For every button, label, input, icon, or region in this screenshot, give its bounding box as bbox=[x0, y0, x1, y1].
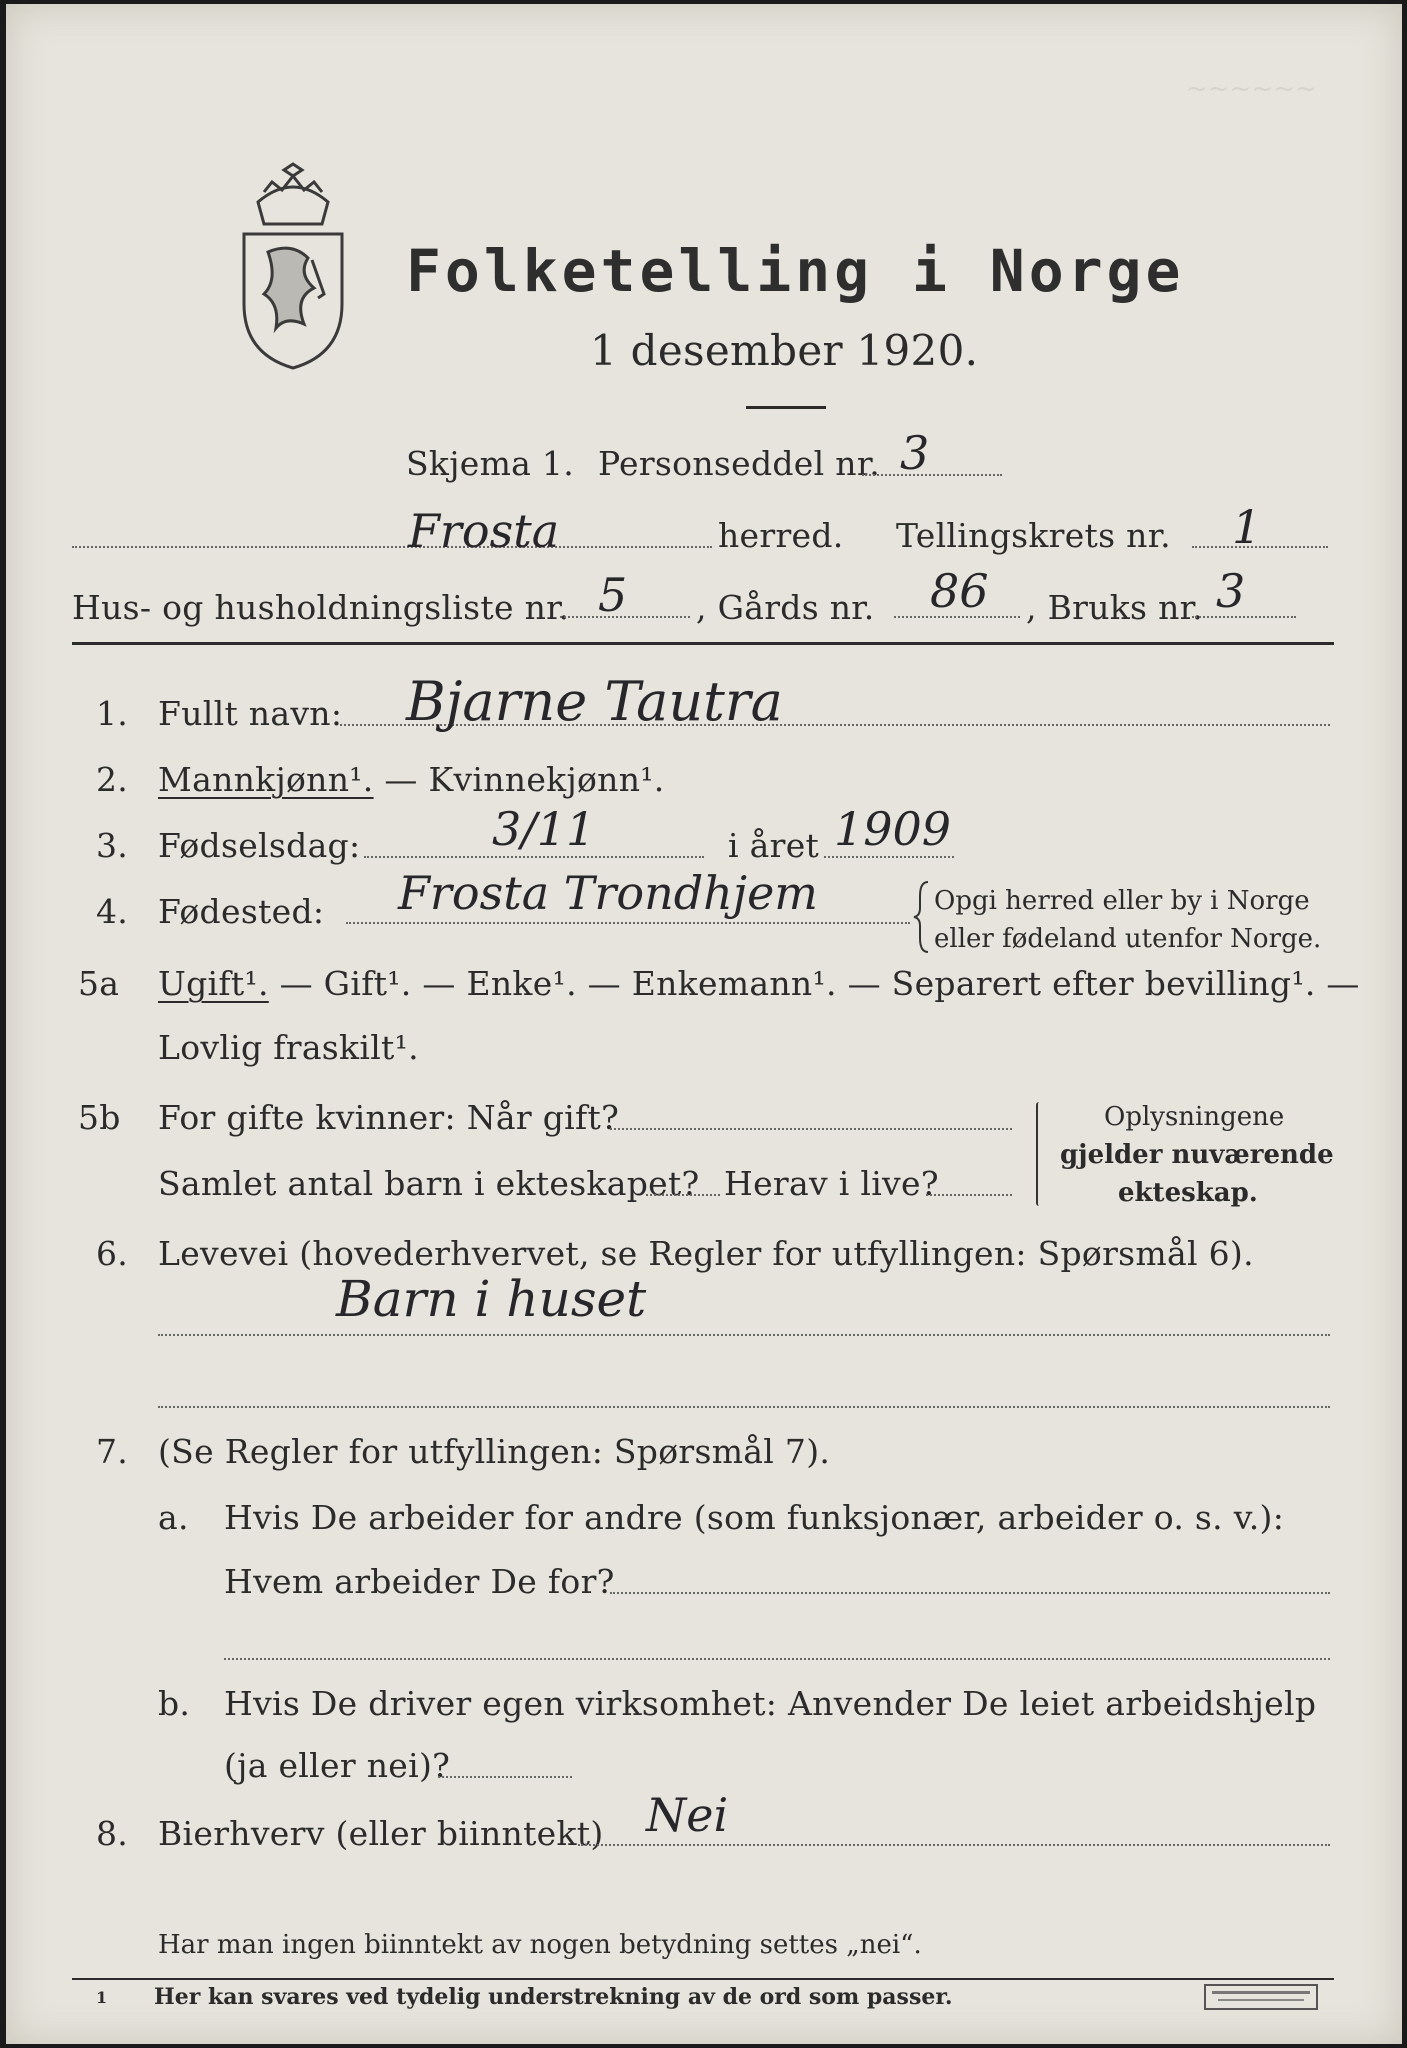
title-divider bbox=[746, 406, 826, 409]
q7b-yes-no-label: (ja eller nei)? bbox=[224, 1746, 451, 1785]
q3-label: Fødselsdag: bbox=[158, 826, 361, 865]
q5b-number: 5b bbox=[78, 1098, 121, 1137]
gards-label: , Gårds nr. bbox=[696, 588, 875, 627]
q5b-children-line bbox=[646, 1194, 720, 1196]
q5b-note-line2: gjelder nuværende bbox=[1060, 1140, 1334, 1170]
q5a-ugift-option: Ugift¹. bbox=[158, 964, 269, 1003]
q5b-alive-line bbox=[926, 1194, 1012, 1196]
q1-number: 1. bbox=[96, 694, 129, 733]
q3-year-label: i året bbox=[728, 826, 820, 865]
q5a-other-options: — Gift¹. — Enke¹. — Enkemann¹. — Separert efter bevilling¹. — bbox=[268, 964, 1360, 1003]
hus-label: Hus- og husholdningsliste nr. bbox=[72, 588, 570, 627]
schema-label: Skjema 1. bbox=[406, 444, 575, 483]
coat-of-arms-icon bbox=[234, 162, 352, 372]
q5b-label: For gifte kvinner: Når gift? bbox=[158, 1098, 620, 1137]
q4-note-line1: Opgi herred eller by i Norge bbox=[934, 886, 1310, 916]
q7b-number: b. bbox=[158, 1684, 191, 1723]
q4-label: Fødested: bbox=[158, 892, 325, 931]
printer-stamp bbox=[1204, 1984, 1318, 2010]
q6-number: 6. bbox=[96, 1234, 129, 1273]
q5b-married-line bbox=[610, 1128, 1012, 1130]
q7a-employer-label: Hvem arbeider De for? bbox=[224, 1562, 615, 1601]
q8-value: Nei bbox=[646, 1788, 729, 1842]
census-form-page bbox=[6, 4, 1402, 2044]
q1-label: Fullt navn: bbox=[158, 694, 343, 733]
personseddel-label: Personseddel nr. bbox=[598, 444, 881, 483]
q3-year-line bbox=[824, 856, 954, 858]
q5a-number: 5a bbox=[78, 964, 120, 1003]
q7a-label: Hvis De arbeider for andre (som funksjonær, arbeider o. s. v.): bbox=[224, 1498, 1285, 1537]
q3-line bbox=[364, 856, 704, 858]
herred-value: Frosta bbox=[408, 504, 560, 558]
personseddel-value: 3 bbox=[900, 426, 930, 480]
tellingskrets-label: Tellingskrets nr. bbox=[896, 516, 1171, 555]
q4-note-line2: eller fødeland utenfor Norge. bbox=[934, 924, 1322, 954]
q1-full-name: Bjarne Tautra bbox=[406, 670, 783, 733]
q2-male-option: Mannkjønn¹. bbox=[158, 760, 374, 799]
footer-note: Har man ingen biinntekt av nogen betydning settes „nei“. bbox=[158, 1930, 922, 1960]
hus-value: 5 bbox=[598, 568, 628, 622]
bleed-through-text: ~~~~~~ bbox=[1186, 74, 1317, 104]
q7a-number: a. bbox=[158, 1498, 189, 1537]
census-date: 1 desember 1920. bbox=[590, 326, 979, 375]
q2-female-option: Kvinnekjønn¹. bbox=[428, 760, 665, 799]
q3-birthday: 3/11 bbox=[492, 802, 596, 856]
herred-line bbox=[72, 546, 712, 548]
q4-note-brace bbox=[912, 880, 932, 954]
q2-gender-line bbox=[158, 760, 665, 799]
herred-label: herred. bbox=[718, 516, 844, 555]
q7-label: (Se Regler for utfyllingen: Spørsmål 7). bbox=[158, 1432, 831, 1471]
q5a-divorced-option: Lovlig fraskilt¹. bbox=[158, 1028, 419, 1067]
q8-line bbox=[578, 1844, 1330, 1846]
q6-line2 bbox=[158, 1406, 1330, 1408]
q7b-label: Hvis De driver egen virksomhet: Anvender De leiet arbeidshjelp bbox=[224, 1684, 1317, 1723]
personseddel-line bbox=[862, 474, 1002, 476]
q4-number: 4. bbox=[96, 892, 129, 931]
q3-number: 3. bbox=[96, 826, 129, 865]
header-divider bbox=[72, 642, 1334, 645]
q2-separator: — bbox=[373, 760, 429, 799]
q7a-employer-line2 bbox=[224, 1658, 1330, 1660]
q4-birthplace: Frosta Trondhjem bbox=[398, 866, 818, 920]
q6-label: Levevei (hovederhvervet, se Regler for utfyllingen: Spørsmål 6). bbox=[158, 1234, 1254, 1273]
q2-number: 2. bbox=[96, 760, 129, 799]
q3-year-value: 1909 bbox=[834, 802, 952, 856]
footnote-mark: 1 bbox=[96, 1988, 108, 2007]
q5b-children-label: Samlet antal barn i ekteskapet? bbox=[158, 1164, 700, 1203]
q6-line1 bbox=[158, 1334, 1330, 1336]
bruks-label: , Bruks nr. bbox=[1026, 588, 1203, 627]
q5b-note-line1: Oplysningene bbox=[1104, 1102, 1285, 1132]
q8-number: 8. bbox=[96, 1814, 129, 1853]
q7b-line bbox=[438, 1776, 572, 1778]
q7-number: 7. bbox=[96, 1432, 129, 1471]
form-title: Folketelling i Norge bbox=[406, 237, 1185, 305]
q8-label: Bierhverv (eller biinntekt) bbox=[158, 1814, 604, 1853]
q4-line bbox=[346, 922, 910, 924]
q6-occupation: Barn i huset bbox=[336, 1270, 647, 1328]
tellingskrets-value: 1 bbox=[1232, 500, 1262, 554]
q5b-note-line3: ekteskap. bbox=[1118, 1178, 1258, 1208]
gards-value: 86 bbox=[930, 564, 989, 618]
q5b-note-bracket-left bbox=[1036, 1102, 1042, 1206]
bruks-value: 3 bbox=[1216, 564, 1246, 618]
footer-divider bbox=[72, 1978, 1334, 1980]
q5b-alive-label: Herav i live? bbox=[724, 1164, 939, 1203]
q7a-employer-line bbox=[610, 1592, 1330, 1594]
footnote-text: Her kan svares ved tydelig understrekning av de ord som passer. bbox=[154, 1984, 953, 2010]
q5a-status-line bbox=[158, 964, 1360, 1003]
